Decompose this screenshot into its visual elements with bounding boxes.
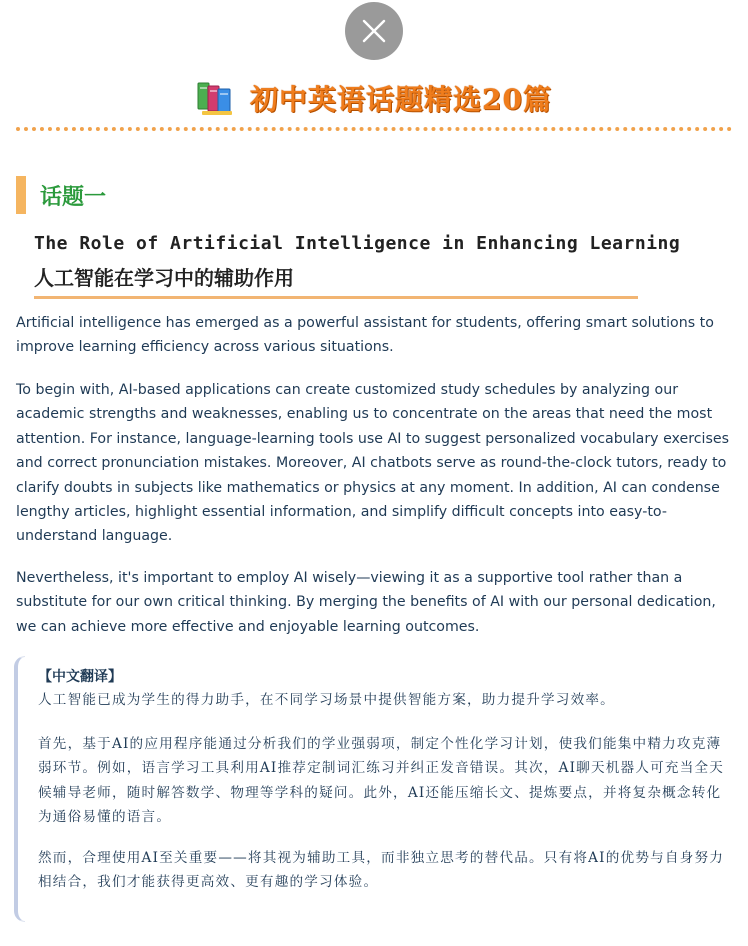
page-title: 初中英语话题精选20篇 xyxy=(250,83,552,116)
article-title-en: The Role of Artificial Intelligence in Enhancing Learning xyxy=(34,233,681,254)
topic-label-text: 话题一 xyxy=(40,184,107,210)
chinese-paragraph: 首先，基于AI的应用程序能通过分析我们的学业强弱项，制定个性化学习计划，使我们能集中精力攻克薄弱环节。例如，语言学习工具利用AI推荐定制词汇练习并纠正发音错误。其次，AI聊天机器人可充当全天候辅导老师，随时解答数学、物理等学科的疑问。此外，AI还能压缩长文、提炼要点，并将复杂概念转化为通俗易懂的语言。 xyxy=(38,736,725,825)
close-button[interactable] xyxy=(345,2,403,60)
topic-accent-bar xyxy=(16,176,26,214)
document-title xyxy=(0,78,748,122)
english-paragraph: Artificial intelligence has emerged as a powerful assistant for students, offering smart solutions to improve learning efficiency across various situations. xyxy=(16,315,714,356)
close-icon xyxy=(345,2,403,60)
translation-heading: 【中文翻译】 xyxy=(38,669,122,685)
translation-border xyxy=(14,656,25,922)
english-paragraph: To begin with, AI-based applications can create customized study schedules by analyzing our academic strengths and weaknesses, enabling us to concentrate on the areas that need the most attention. For instance, language-learning tools use AI to suggest personalized vocabulary exercises and correct pronunciation mistakes. Moreover, AI chatbots serve as round-the-clock tutors, ready to clarify doubts in subjects like mathematics or physics at any moment. In addition, AI can condense lengthy articles, highlight essential information, and simplify difficult concepts into easy-to-understand language. xyxy=(16,382,730,545)
dotted-divider xyxy=(16,127,732,131)
english-paragraph: Nevertheless, it's important to employ AI wisely—viewing it as a supportive tool rather than a substitute for our own critical thinking. By merging the benefits of AI with our personal dedication, we can achieve more effective and enjoyable learning outcomes. xyxy=(16,570,716,635)
books-icon xyxy=(196,79,236,117)
article-title-zh: 人工智能在学习中的辅助作用 xyxy=(34,266,294,290)
chinese-paragraph: 人工智能已成为学生的得力助手，在不同学习场景中提供智能方案，助力提升学习效率。 xyxy=(38,692,615,708)
translation-box xyxy=(14,656,734,924)
title-underline xyxy=(34,296,638,299)
chinese-paragraph: 然而，合理使用AI至关重要——将其视为辅助工具，而非独立思考的替代品。只有将AI的优势与自身努力相结合，我们才能获得更高效、更有趣的学习体验。 xyxy=(38,850,725,891)
